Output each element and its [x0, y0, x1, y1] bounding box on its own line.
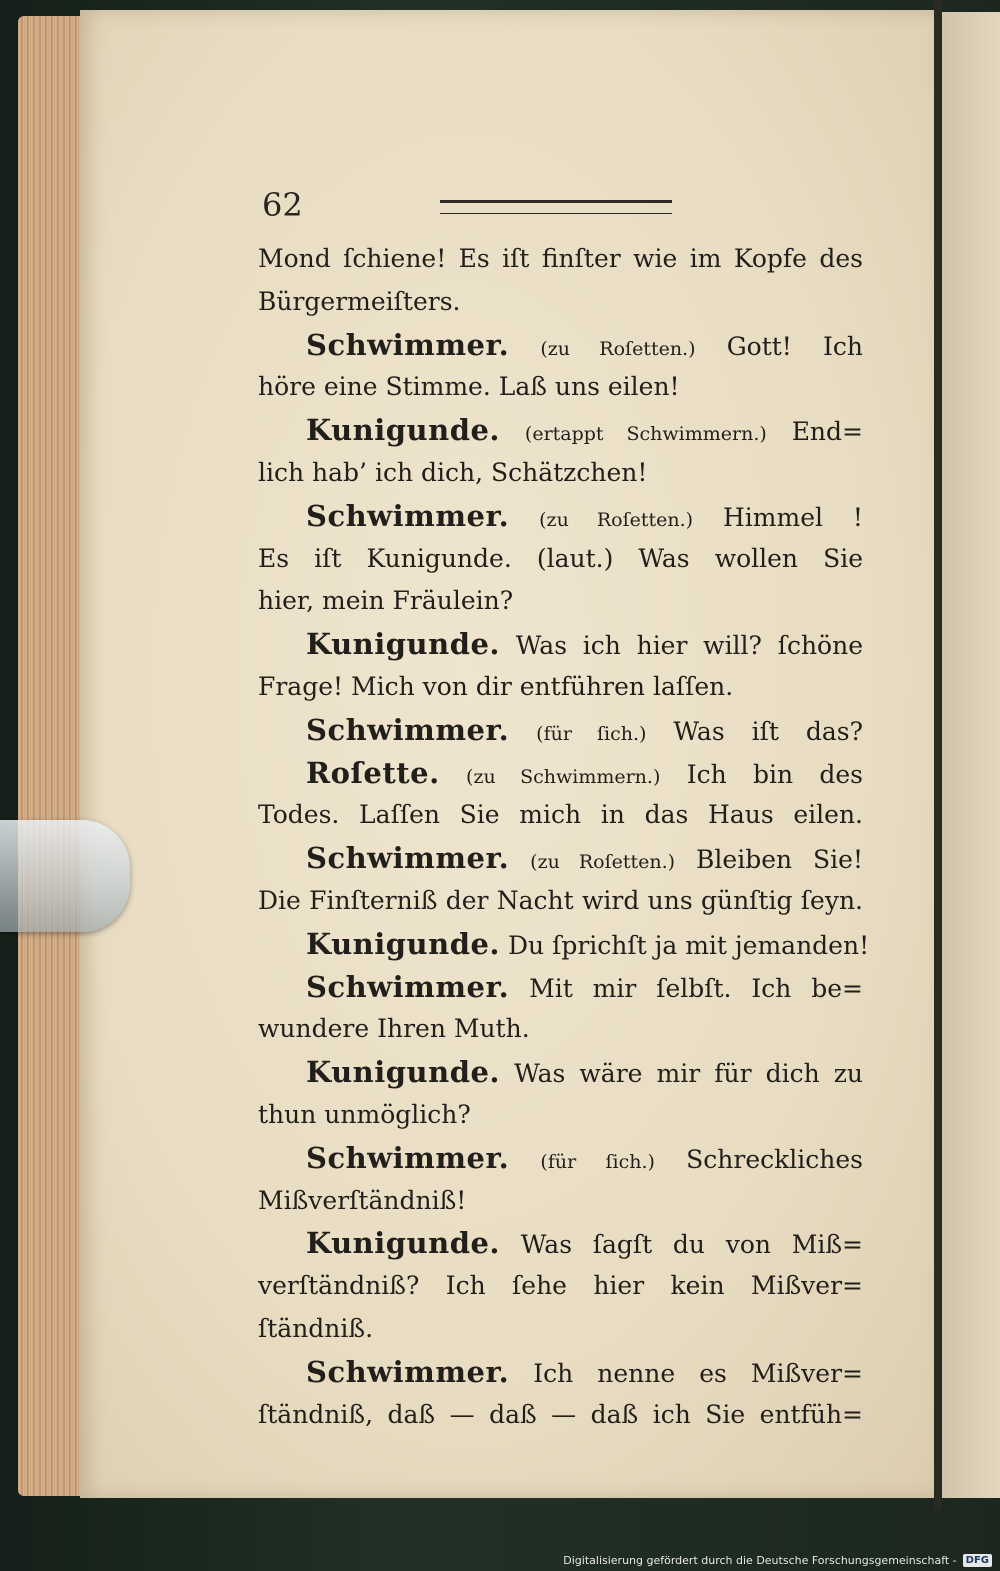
- line-text: Was ſagſt du von Miß=: [520, 1230, 863, 1260]
- line-text: Mond ſchiene! Es iſt finſter wie im Kopfe des: [258, 244, 863, 273]
- line-text: ſtändniß.: [258, 1313, 374, 1343]
- facing-page: [942, 12, 1000, 1498]
- text-line: [258, 238, 863, 281]
- speaker-line: [258, 966, 863, 1009]
- speaker-line: [258, 1137, 863, 1180]
- speaker-name: Roſette.: [306, 755, 440, 790]
- line-text: Was wäre mir für dich zu: [514, 1059, 863, 1089]
- text-line: [258, 281, 863, 324]
- speaker-name: Schwimmer.: [306, 498, 510, 533]
- line-text: Schreckliches: [686, 1144, 863, 1174]
- stage-direction: (ertappt Schwimmern.): [524, 423, 767, 446]
- line-text: Mißverſtändniß!: [258, 1185, 467, 1215]
- text-line: [258, 538, 863, 581]
- stage-direction: (zu Roſetten.): [539, 508, 694, 531]
- line-text: Mit mir ſelbſt. Ich be=: [529, 973, 863, 1003]
- line-text: Die Finſterniß der Nacht wird uns günſtig ſeyn.: [258, 885, 863, 915]
- speaker-line: [258, 752, 863, 795]
- stage-direction: (für ſich.): [536, 722, 647, 745]
- speaker-line: [258, 837, 863, 880]
- line-text: ſtändniß, daß — daß — daß ich Sie entfüh=: [258, 1399, 863, 1429]
- line-text: End=: [791, 417, 863, 447]
- text-line: [258, 452, 863, 495]
- line-text: thun unmöglich?: [258, 1099, 471, 1129]
- stage-direction: (zu Roſetten.): [540, 337, 696, 360]
- speaker-line: [258, 709, 863, 752]
- text-line: [258, 1008, 863, 1051]
- header-rule: [440, 200, 672, 214]
- page-number: 62: [262, 186, 303, 224]
- speaker-name: Schwimmer.: [306, 712, 510, 747]
- line-text: Was ich hier will? ſchöne: [515, 631, 863, 661]
- speaker-name: Kunigunde.: [306, 413, 501, 448]
- line-text: höre eine Stimme. Laß uns eilen!: [258, 372, 680, 402]
- line-text: Was iſt das?: [673, 716, 864, 746]
- stage-direction: (zu Roſetten.): [530, 851, 676, 874]
- stage-direction: (zu Schwimmern.): [466, 765, 661, 788]
- line-text: Himmel !: [723, 502, 863, 532]
- line-text: Es iſt Kunigunde. (laut.) Was wollen Sie: [258, 543, 863, 573]
- speaker-line: [258, 324, 863, 367]
- speaker-line: [258, 409, 863, 452]
- line-text: Gott! Ich: [726, 331, 863, 361]
- speaker-name: Kunigunde.: [306, 1226, 501, 1261]
- speaker-name: Schwimmer.: [306, 969, 510, 1004]
- line-text: Frage! Mich von dir entführen laſſen.: [258, 671, 734, 701]
- text-line: [258, 794, 863, 837]
- speaker-name: Kunigunde.: [306, 627, 501, 662]
- speaker-name: Kunigunde.: [306, 1055, 501, 1090]
- speaker-line: [258, 495, 863, 538]
- line-text: Bleiben Sie!: [696, 845, 863, 875]
- speaker-line: [258, 1222, 863, 1265]
- text-line: [258, 580, 863, 623]
- speaker-name: Schwimmer.: [306, 327, 510, 362]
- footer-credit: Digitalisierung gefördert durch die Deutsche Forschungsgemeinschaft -: [563, 1554, 957, 1567]
- text-line: [258, 1394, 863, 1437]
- speaker-name: Schwimmer.: [306, 1140, 510, 1175]
- line-text: hier, mein Fräulein?: [258, 586, 514, 616]
- text-line: [258, 1265, 863, 1308]
- text-line: [258, 666, 863, 709]
- line-text: wundere Ihren Muth.: [258, 1014, 530, 1044]
- book-gutter: [934, 0, 942, 1510]
- page-clip: [0, 820, 130, 932]
- speaker-line: [258, 923, 870, 966]
- line-text: Du ſprichſt ja mit jemanden!: [507, 930, 870, 960]
- speaker-line: [258, 1051, 863, 1094]
- text-line: [258, 366, 863, 409]
- text-line: [258, 1094, 863, 1137]
- speaker-name: Schwimmer.: [306, 1354, 510, 1389]
- digitization-footer: [563, 1554, 992, 1567]
- speaker-name: Kunigunde.: [306, 926, 501, 961]
- text-line: [258, 1308, 863, 1351]
- speaker-name: Schwimmer.: [306, 841, 510, 876]
- speaker-line: [258, 1351, 863, 1394]
- dfg-logo: DFG: [963, 1554, 992, 1567]
- text-line: [258, 880, 863, 923]
- line-text: Ich nenne es Mißver=: [533, 1358, 863, 1388]
- page-text: [258, 238, 870, 1436]
- speaker-line: [258, 623, 863, 666]
- stage-direction: (für ſich.): [540, 1150, 655, 1173]
- line-text: Ich bin des: [686, 759, 863, 789]
- line-text: verſtändniß? Ich ſehe hier kein Mißver=: [258, 1271, 863, 1301]
- line-text: Bürgermeiſters.: [258, 286, 461, 316]
- line-text: lich hab’ ich dich, Schätzchen!: [258, 457, 648, 487]
- text-line: [258, 1180, 863, 1223]
- line-text: Todes. Laſſen Sie mich in das Haus eilen.: [258, 800, 863, 830]
